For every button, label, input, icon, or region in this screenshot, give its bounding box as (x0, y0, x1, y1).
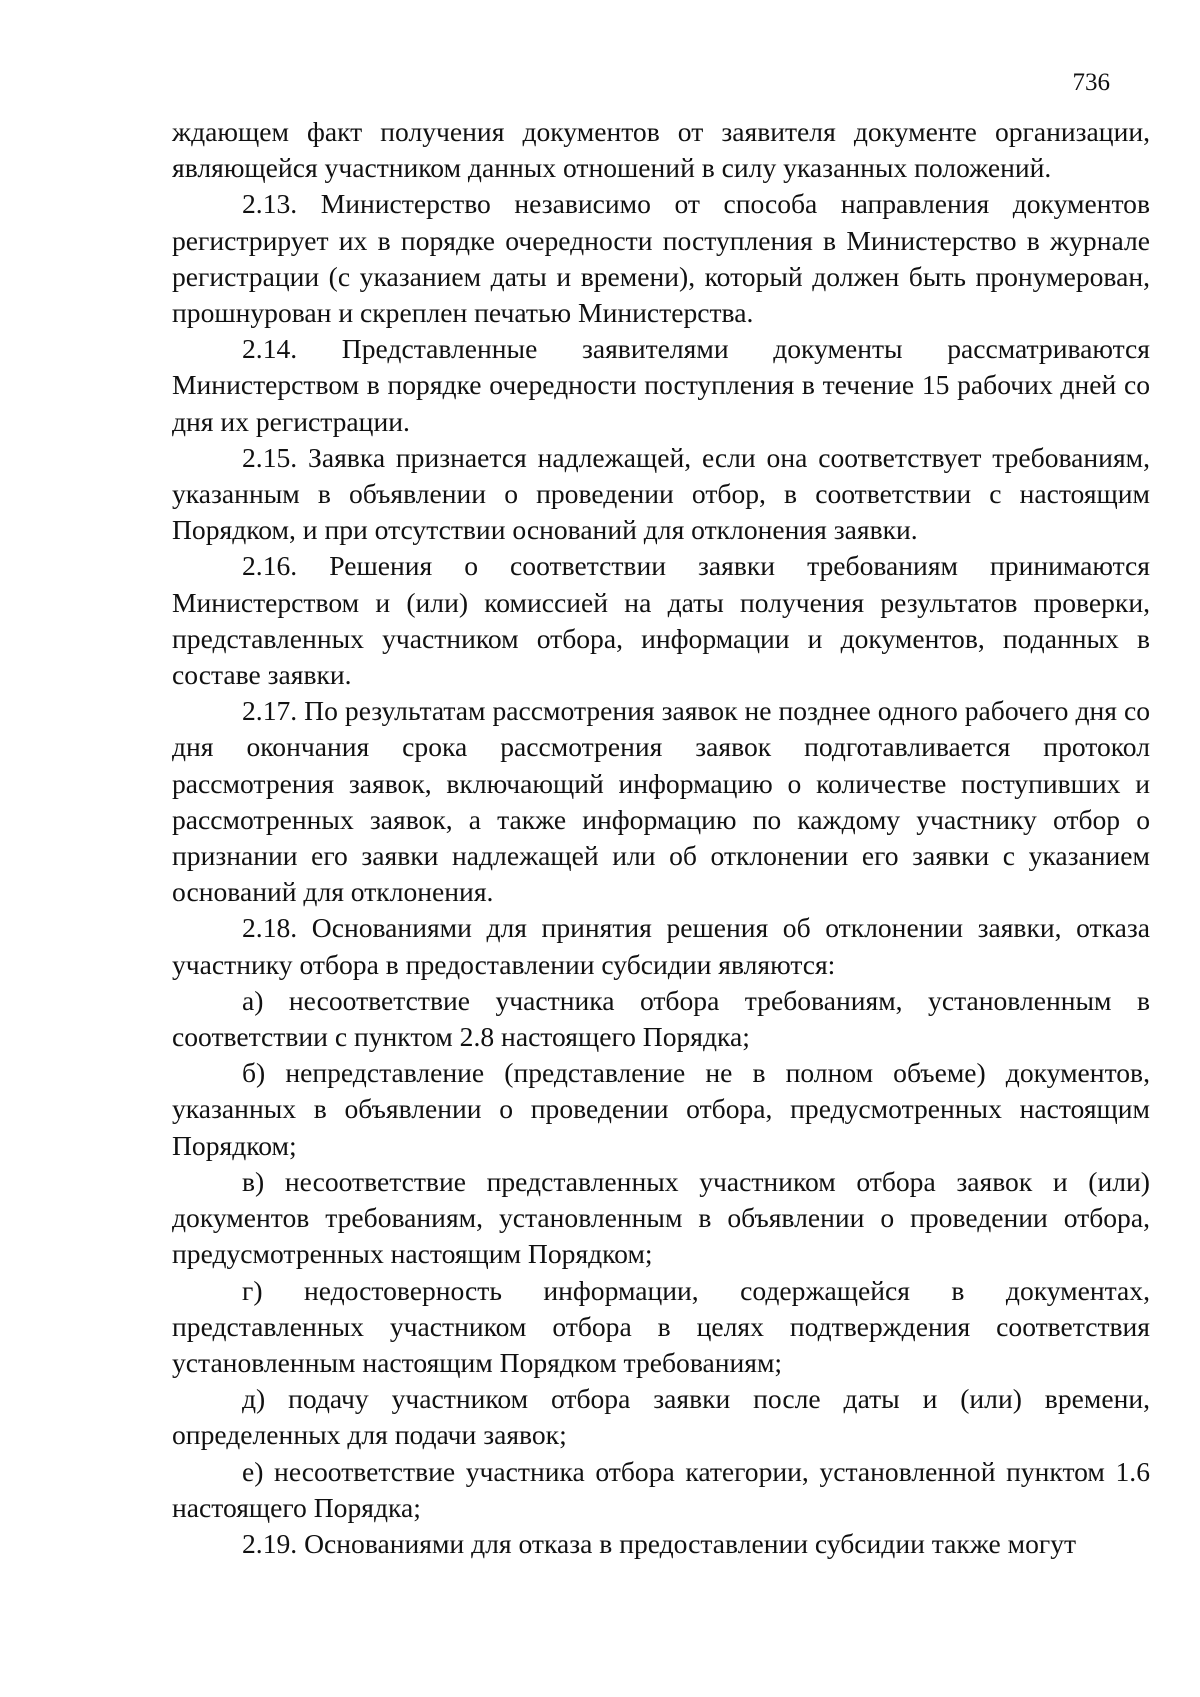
list-item-d: д) подачу участником отбора заявки после даты и (или) времени, определенных для подачи заявок; (172, 1383, 1150, 1451)
paragraph-2-17: 2.17. По результатам рассмотрения заявок не позднее одного рабочего дня со дня окончания срока рассмотрения заявок подготавливается протокол рассмотрения заявок, включающий информацию о количестве поступивших и рассмотренных заявок, а также информацию по каждому участнику отбор о признании его заявки надлежащей или об отклонении его заявки с указанием оснований для отклонения. (172, 695, 1150, 908)
paragraph-2-13: 2.13. Министерство независимо от способа направления документов регистрирует их в порядке очередности поступления в Министерство в журнале регистрации (с указанием даты и времени), который должен быть пронумерован, прошнурован и скреплен печатью Министерства. (172, 188, 1150, 329)
paragraph-2-19: 2.19. Основаниями для отказа в предоставлении субсидии также могут (242, 1527, 1077, 1559)
paragraph-continuation: ждающем факт получения документов от заявителя документе организации, являющейся участником данных отношений в силу указанных положений. (172, 116, 1150, 184)
document-body (172, 114, 1150, 1562)
page-number: 736 (1072, 69, 1110, 96)
list-item-v: в) несоответствие представленных участником отбора заявок и (или) документов требованиям, установленным в объявлении о проведении отбора, предусмотренных настоящим Порядком; (172, 1165, 1150, 1270)
list-item-g: г) недостоверность информации, содержащейся в документах, представленных участником отбора в целях подтверждения соответствия установленным настоящим Порядком требованиям; (172, 1274, 1150, 1378)
list-item-b: б) непредставление (представление не в полном объеме) документов, указанных в объявлении о проведении отбора, предусмотренных настоящим Порядком; (172, 1057, 1150, 1161)
paragraph-2-14: 2.14. Представленные заявителями документы рассматриваются Министерством в порядке очередности поступления в течение 15 рабочих дней со дня их регистрации. (172, 333, 1150, 437)
list-item-e: е) несоответствие участника отбора категории, установленной пунктом 1.6 настоящего Порядка; (172, 1455, 1150, 1523)
paragraph-2-18: 2.18. Основаниями для принятия решения об отклонении заявки, отказа участнику отбора в предоставлении субсидии являются: (172, 912, 1150, 980)
paragraph-2-15: 2.15. Заявка признается надлежащей, если она соответствует требованиям, указанным в объявлении о проведении отбор, в соответствии с настоящим Порядком, и при отсутствии оснований для отклонения заявки. (172, 441, 1150, 546)
paragraph-2-16: 2.16. Решения о соответствии заявки требованиям принимаются Министерством и (или) комиссией на даты получения результатов проверки, представленных участником отбора, информации и документов, поданных в составе заявки. (172, 550, 1150, 691)
list-item-a: а) несоответствие участника отбора требованиям, установленным в соответствии с пунктом 2.8 настоящего Порядка; (172, 984, 1150, 1053)
